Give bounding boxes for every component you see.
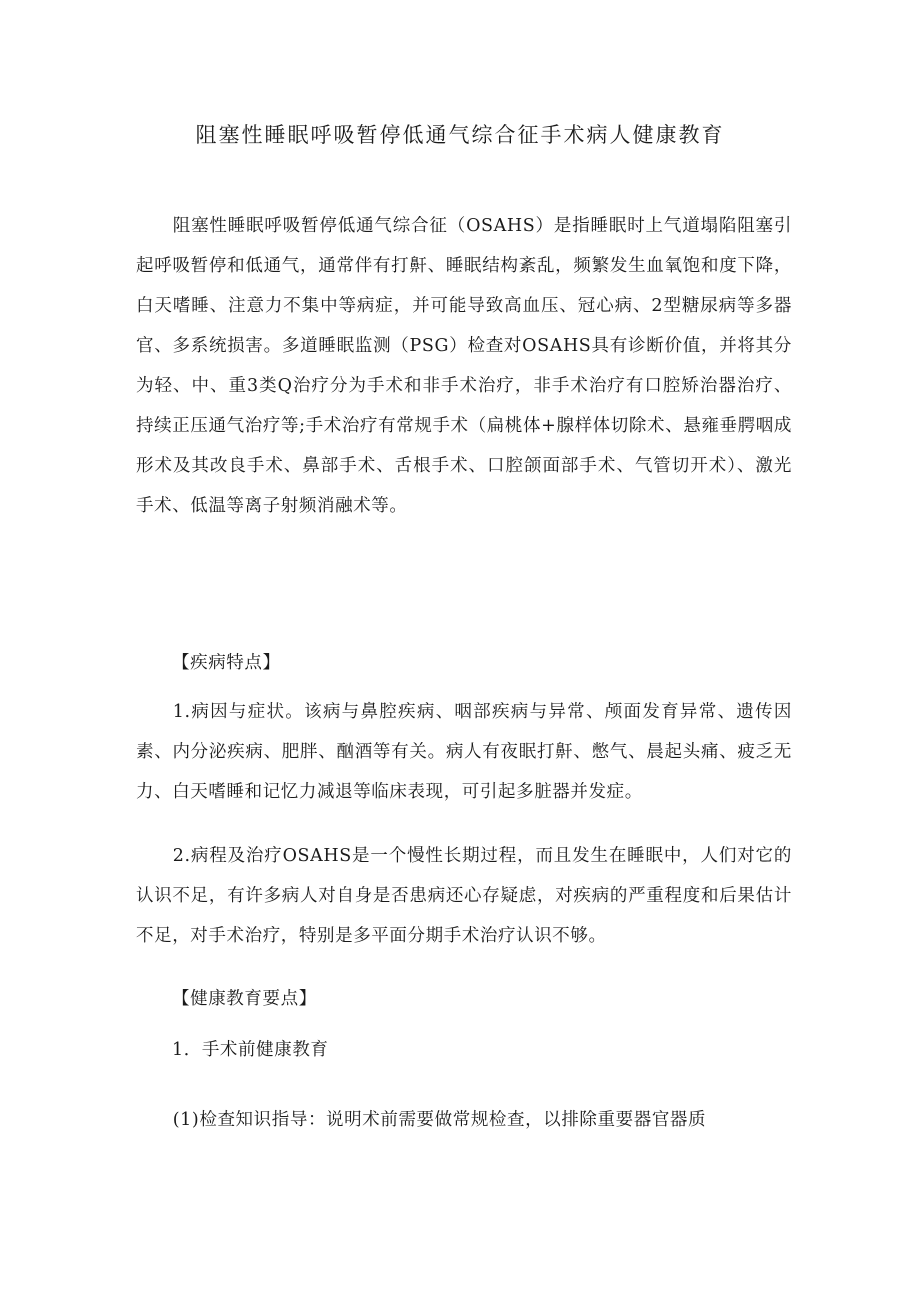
section-heading-disease-features: 【疾病特点】 [172, 653, 281, 673]
intro-paragraph: 阻塞性睡眠呼吸暂停低通气综合征（OSAHS）是指睡眠时上气道塌陷阻塞引起呼吸暂停和低通气，通常伴有打鼾、睡眠结构紊乱，频繁发生血氧饱和度下降，白天嗜睡、注意力不集中等病症，并可能导致高血压、冠心病、2型糖尿病等多器官、多系统损害。多道睡眠监测（PSG）检查对OSAHS具有诊断价值，并将其分为轻、中、重3类Q治疗分为手术和非手术治疗，非手术治疗有口腔矫治器治疗、持续正压通气治疗等;手术治疗有常规手术（扁桃体+腺样体切除术、悬雍垂腭咽成形术及其改良手术、鼻部手术、舌根手术、口腔颌面部手术、气管切开术）、激光手术、低温等离子射频消融术等。 [136, 216, 792, 516]
section-heading-education-points: 【健康教育要点】 [172, 989, 317, 1009]
disease-feature-item-1: 1.病因与症状。该病与鼻腔疾病、咽部疾病与异常、颅面发育异常、遗传因素、内分泌疾病、肥胖、酗酒等有关。病人有夜眠打鼾、憋气、晨起头痛、疲乏无力、白天嗜睡和记忆力减退等临床表现，可引起多脏器并发症。 [136, 702, 792, 802]
subsection-preoperative-education: 1．手术前健康教育 [172, 1040, 329, 1060]
preoperative-item-1: (1)检查知识指导：说明术前需要做常规检查，以排除重要器官器质 [172, 1110, 707, 1130]
document-title: 阻塞性睡眠呼吸暂停低通气综合征手术病人健康教育 [195, 123, 725, 147]
disease-feature-item-2: 2.病程及治疗OSAHS是一个慢性长期过程，而且发生在睡眠中，人们对它的认识不足，有许多病人对自身是否患病还心存疑虑，对疾病的严重程度和后果估计不足，对手术治疗，特别是多平面分期手术治疗认识不够。 [136, 846, 792, 946]
